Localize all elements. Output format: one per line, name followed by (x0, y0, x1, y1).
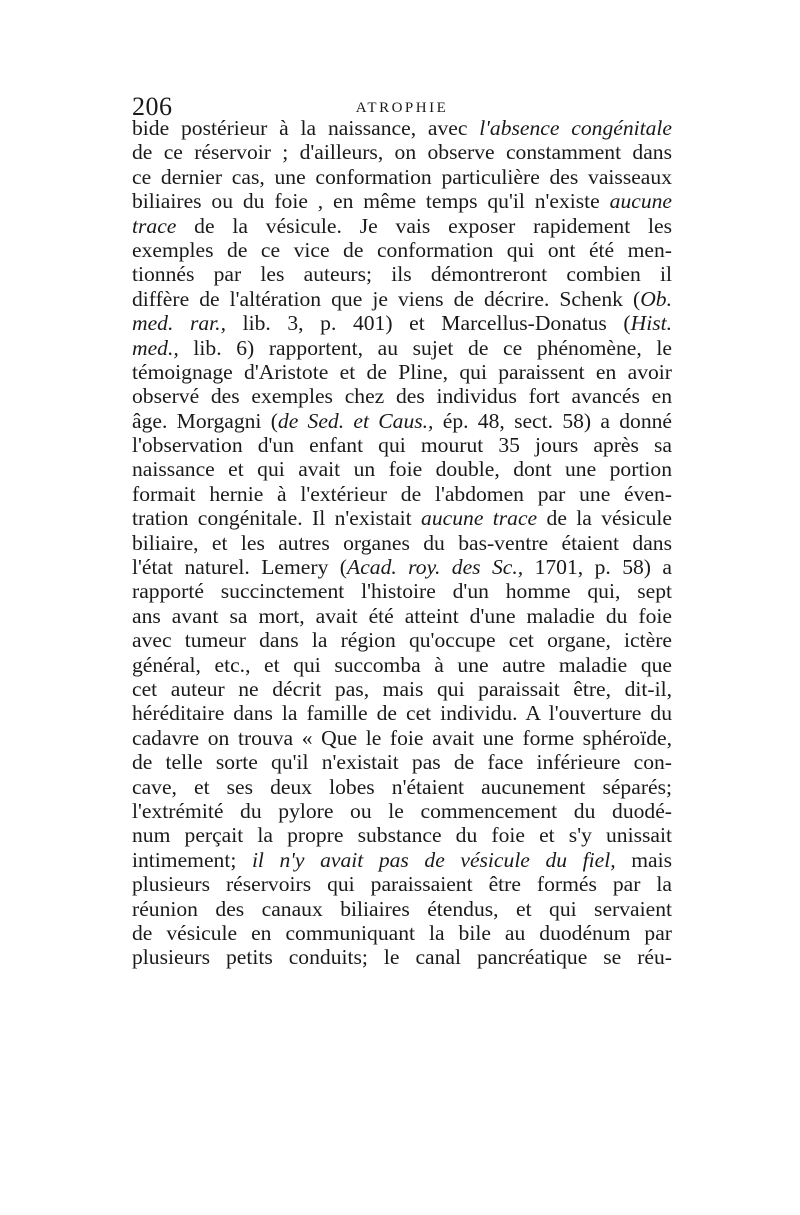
text-segment: cave, et ses deux lobes n'étaient aucunement séparés; (132, 774, 672, 799)
text-line (132, 653, 672, 677)
text-line (132, 921, 672, 945)
text-line (132, 897, 672, 921)
text-line (132, 579, 672, 603)
text-line (132, 384, 672, 408)
text-line (132, 214, 672, 238)
italic-text: l'absence congénitale (479, 116, 672, 140)
running-title: ATROPHIE (355, 100, 449, 116)
text-segment: tionnés par les auteurs; ils démontreront combien il (132, 262, 672, 287)
text-line (132, 433, 672, 457)
text-segment: tration congénitale. Il n'existait (132, 506, 422, 531)
text-segment: de la vésicule (537, 506, 672, 531)
italic-text: med., (132, 335, 179, 360)
text-line (132, 628, 672, 652)
text-line (132, 555, 672, 579)
text-segment: réunion des canaux biliaires étendus, et qui servaient (132, 896, 672, 921)
text-segment: lib. 6) rapportent, au sujet de ce phénomène, le (178, 335, 672, 360)
text-segment: mais (615, 847, 672, 872)
text-line (132, 336, 672, 360)
text-segment: témoignage d'Aristote et de Pline, qui paraissent en avoir (132, 359, 672, 384)
text-line (132, 604, 672, 628)
text-line (132, 457, 672, 481)
text-segment: diffère de l'altération que je viens de décrire. Schenk ( (132, 286, 641, 311)
page-number: 206 (132, 92, 173, 121)
italic-text: aucune (609, 189, 672, 214)
text-segment: ans avant sa mort, avait été atteint d'une maladie du foie (132, 603, 672, 628)
text-line (132, 262, 672, 286)
text-line (132, 238, 672, 262)
text-segment: plusieurs petits conduits; le canal pancréatique se réu- (132, 945, 672, 970)
text-segment: biliaire, et les autres organes du bas-ventre étaient dans (132, 530, 672, 555)
italic-text: aucune trace (421, 506, 538, 531)
text-segment: âge. Morgagni ( (132, 408, 278, 433)
text-line (132, 799, 672, 823)
text-segment: observé des exemples chez des individus fort avancés en (132, 384, 672, 409)
text-line (132, 531, 672, 555)
text-segment: de telle sorte qu'il n'existait pas de face inférieure con- (132, 750, 672, 775)
text-segment: plusieurs réservoirs qui paraissaient être formés par la (132, 872, 672, 897)
text-segment: général, etc., et qui succomba à une autre maladie que (132, 652, 672, 677)
text-line (132, 140, 672, 164)
text-line (132, 872, 672, 896)
text-segment: de la vésicule. Je vais exposer rapidement les (176, 213, 672, 238)
text-segment: héréditaire dans la famille de cet individu. A l'ouverture du (132, 701, 672, 726)
text-segment: num perçait la propre substance du foie et s'y unissait (132, 823, 672, 848)
text-line (132, 848, 672, 872)
text-segment: intimement; (132, 847, 252, 872)
text-line (132, 311, 672, 335)
italic-text: Ob. (640, 286, 672, 311)
text-segment: cet auteur ne décrit pas, mais qui paraissait être, dit-il, (132, 676, 672, 701)
text-segment: l'état naturel. Lemery ( (132, 555, 347, 580)
text-segment: lib. 3, p. 401) et Marcellus-Donatus ( (225, 311, 631, 336)
text-segment: l'extrémité du pylore ou le commencement du duodé- (132, 798, 672, 823)
text-segment: de vésicule en communiquant la bile au duodénum par (132, 920, 672, 945)
italic-text: Acad. roy. des Sc., (347, 555, 524, 580)
text-line (132, 775, 672, 799)
text-line (132, 506, 672, 530)
text-line (132, 165, 672, 189)
text-line (132, 677, 672, 701)
text-segment: avec tumeur dans la région qu'occupe cet organe, ictère (132, 628, 672, 653)
text-line (132, 701, 672, 725)
text-line (132, 823, 672, 847)
text-segment: l'observation d'un enfant qui mourut 35 jours après sa (132, 433, 672, 458)
text-line (132, 287, 672, 311)
italic-text: de Sed. et Caus., (277, 408, 434, 433)
text-line (132, 409, 672, 433)
italic-text: il n'y avait pas de vésicule du fiel, (251, 847, 616, 872)
text-line (132, 482, 672, 506)
text-segment: ce dernier cas, une conformation particulière des vaisseaux (132, 164, 672, 189)
text-segment: de ce réservoir ; d'ailleurs, on observe constamment dans (132, 140, 672, 165)
italic-text: Hist. (630, 311, 672, 336)
italic-text: trace (132, 213, 177, 238)
text-line (132, 945, 672, 969)
text-segment: cadavre on trouva « Que le foie avait une forme sphéroïde, (132, 725, 672, 750)
text-segment: bide postérieur à la naissance, avec (132, 116, 480, 140)
body-text (132, 116, 672, 970)
text-line (132, 750, 672, 774)
text-line (132, 726, 672, 750)
text-line (132, 360, 672, 384)
text-segment: formait hernie à l'extérieur de l'abdomen par une éven- (132, 481, 672, 506)
text-segment: ép. 48, sect. 58) a donné (433, 408, 673, 433)
text-segment: naissance et qui avait un foie double, dont une portion (132, 457, 672, 482)
italic-text: med. rar., (132, 311, 226, 336)
text-line (132, 116, 672, 140)
text-segment: exemples de ce vice de conformation qui ont été men- (132, 237, 672, 262)
text-segment: rapporté succinctement l'histoire d'un homme qui, sept (132, 579, 672, 604)
text-line (132, 189, 672, 213)
text-segment: 1701, p. 58) a (523, 555, 672, 580)
text-segment: biliaires ou du foie , en même temps qu'il n'existe (132, 189, 610, 214)
